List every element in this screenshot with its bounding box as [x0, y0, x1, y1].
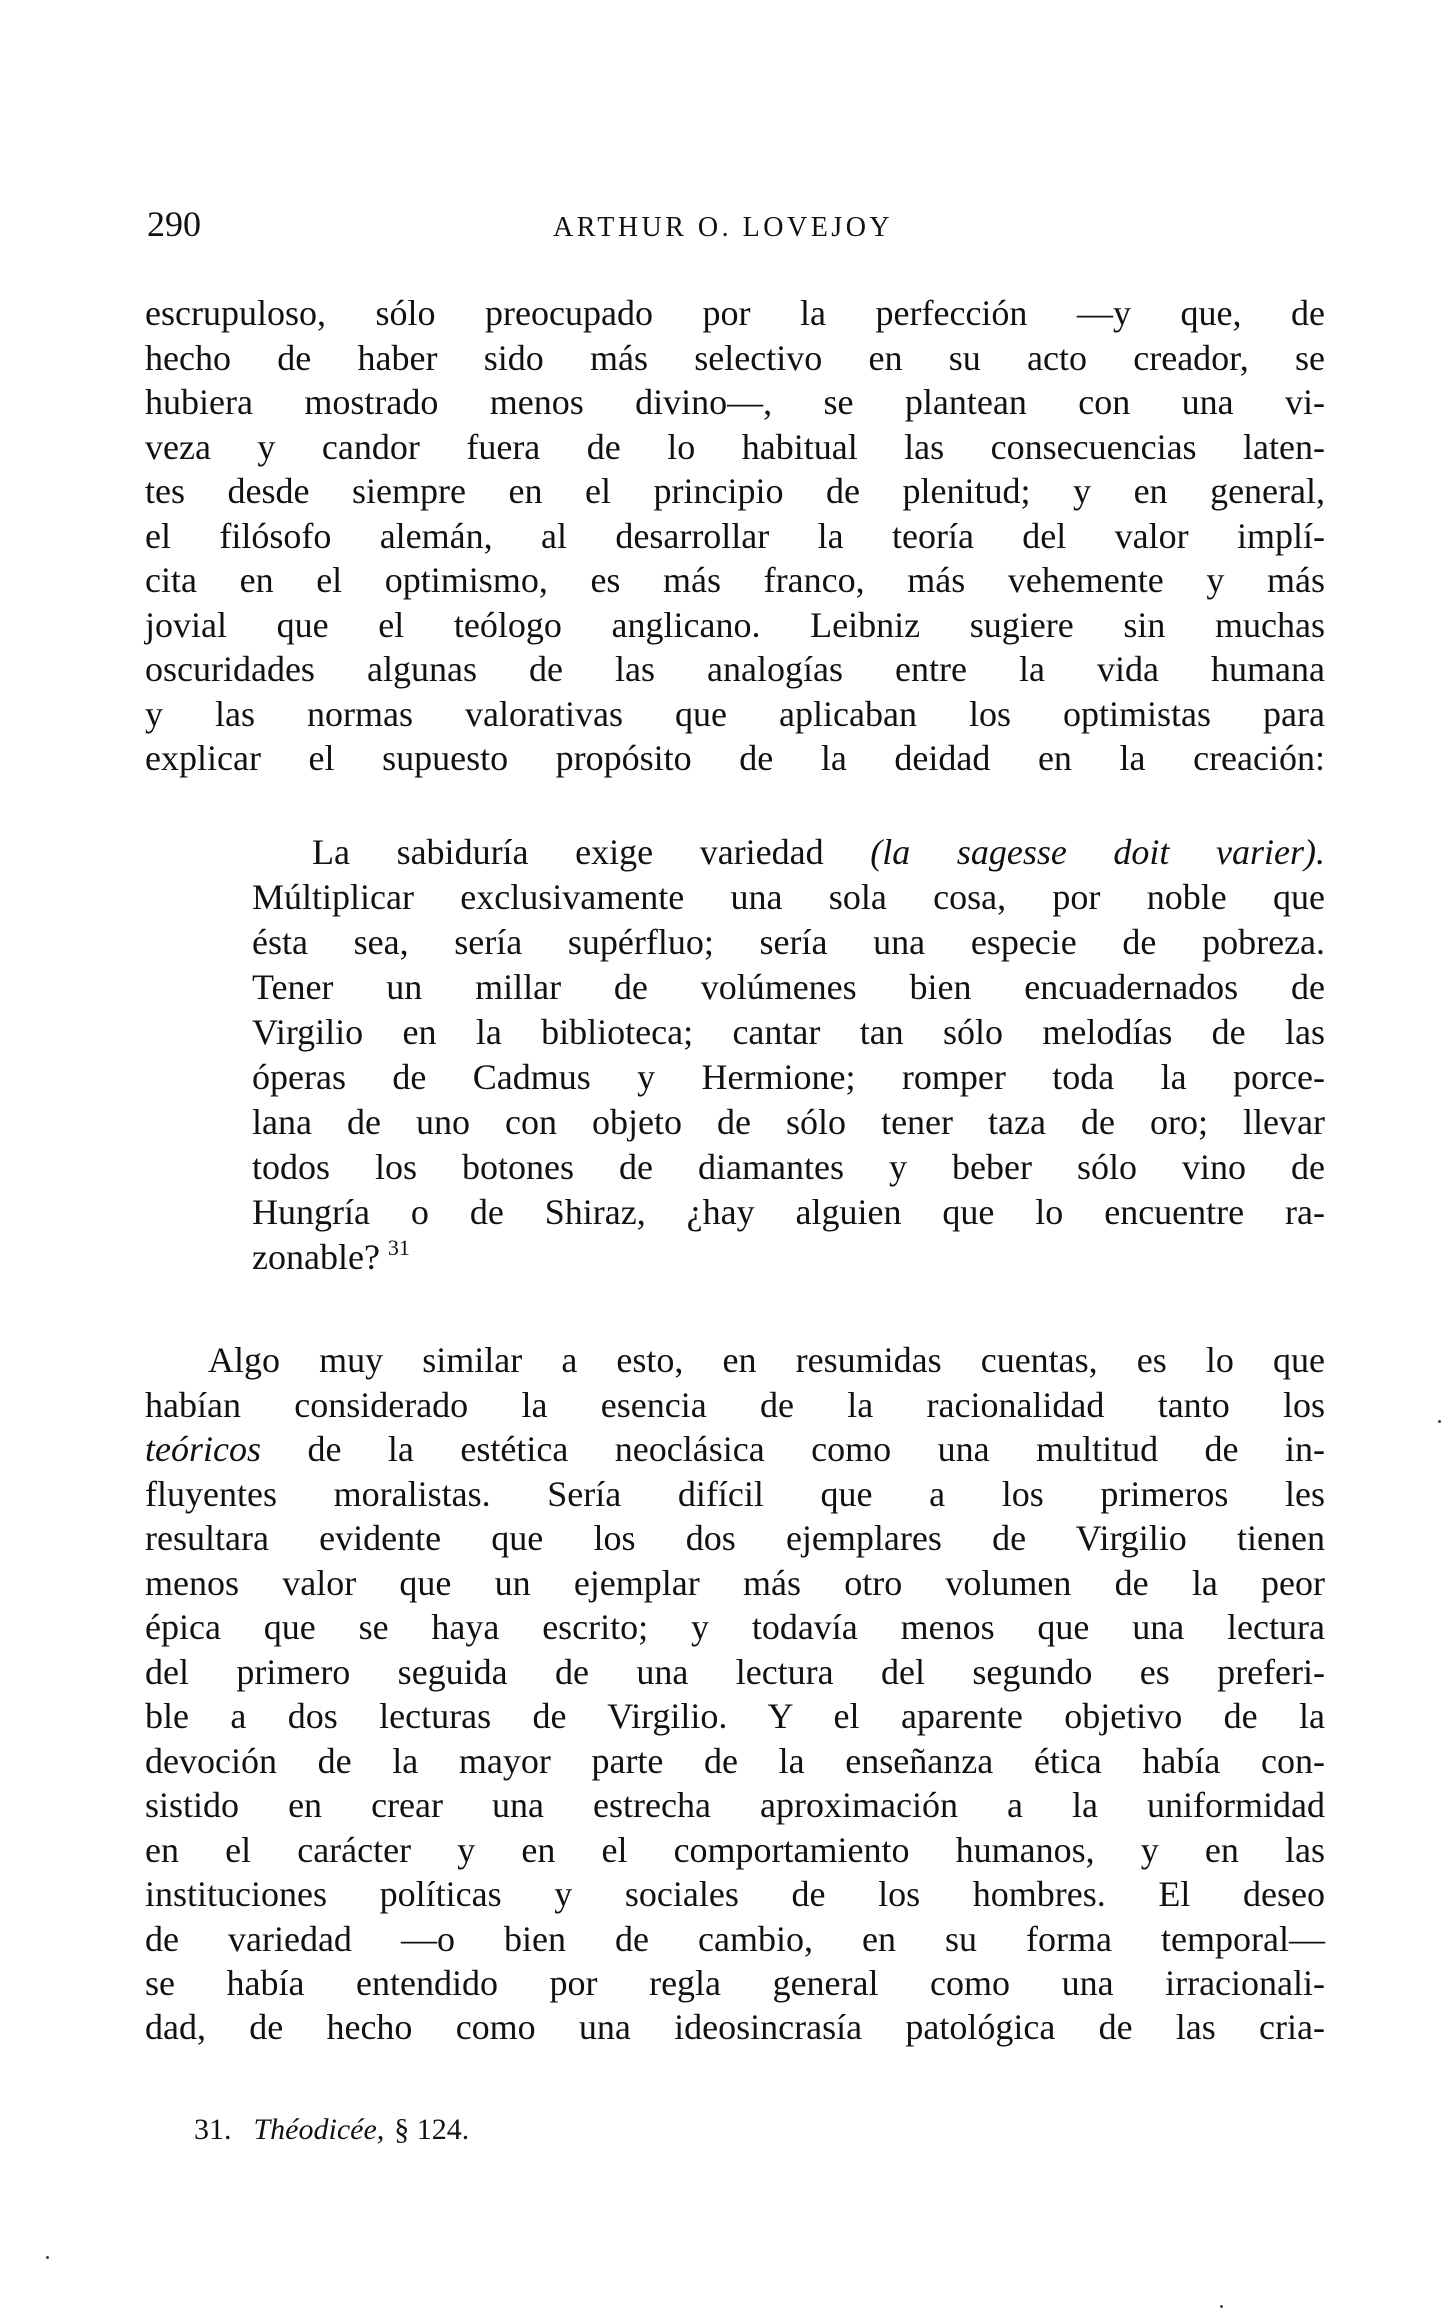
paragraph1-line [145, 736, 1325, 781]
paragraph1-line [145, 692, 1325, 737]
line-text: hecho de haber sido más selectivo en su acto creador, se [145, 337, 1325, 378]
quote-line [252, 1010, 1325, 1055]
print-speck [1438, 1420, 1441, 1423]
italic-text: (la sagesse doit varier). [870, 832, 1325, 873]
paragraph1-line [145, 380, 1325, 425]
print-speck [1220, 2305, 1223, 2308]
line-text: cita en el optimismo, es más franco, más vehemente y más [145, 560, 1325, 601]
paragraph2-line [145, 1917, 1325, 1962]
paragraph1-line [145, 425, 1325, 470]
footnote-marker: 31 [387, 1235, 410, 1261]
line-text: de variedad —o bien de cambio, en su forma temporal— [145, 1918, 1325, 1959]
line-text: de la estética neoclásica como una multitud de in- [260, 1429, 1325, 1470]
line-text: ble a dos lecturas de Virgilio. Y el aparente objetivo de la [145, 1696, 1325, 1737]
paragraph1-line [145, 514, 1325, 559]
paragraph2-line [145, 1516, 1325, 1561]
line-text: hubiera mostrado menos divino—, se plantean con una vi- [145, 382, 1325, 423]
footnote-number: 31. [194, 2113, 232, 2146]
quote-line [252, 1055, 1325, 1100]
line-text: menos valor que un ejemplar más otro volumen de la peor [145, 1562, 1325, 1603]
line-text: épica que se haya escrito; y todavía menos que una lectura [145, 1607, 1325, 1648]
line-text: explicar el supuesto propósito de la deidad en la creación: [145, 738, 1325, 779]
line-text: Múltiplicar exclusivamente una sola cosa, por noble que [252, 877, 1325, 918]
paragraph1-line [145, 558, 1325, 603]
paragraph2-line [208, 1338, 1325, 1383]
paragraph2-line [145, 1739, 1325, 1784]
quote-line [252, 1190, 1325, 1235]
paragraph1-line [145, 291, 1325, 336]
paragraph2-line [145, 1961, 1325, 2006]
line-text: habían considerado la esencia de la racionalidad tanto los [145, 1384, 1325, 1425]
quote-line [252, 1145, 1325, 1190]
line-text: La sabiduría exige variedad [312, 832, 871, 873]
paragraph2-line [145, 1650, 1325, 1695]
line-text: dad, de hecho como una ideosincrasía patológica de las cria- [145, 2007, 1325, 2048]
quote-line [252, 920, 1325, 965]
paragraph2-line [145, 1383, 1325, 1428]
paragraph2-line [145, 1605, 1325, 1650]
paragraph2-line [145, 1872, 1325, 1917]
paragraph1-line [145, 336, 1325, 381]
paragraph2-line [145, 1472, 1325, 1517]
quote-line [252, 965, 1325, 1010]
line-text: lana de uno con objeto de sólo tener taza de oro; llevar [252, 1102, 1325, 1143]
paragraph2-line [145, 1427, 1325, 1472]
line-text: todos los botones de diamantes y beber sólo vino de [252, 1147, 1325, 1188]
paragraph1-line [145, 603, 1325, 648]
footnote-title: Théodicée, [253, 2113, 385, 2146]
paragraph2-line [145, 2005, 1325, 2050]
paragraph2-line [145, 1694, 1325, 1739]
quote-line [252, 1235, 1325, 1280]
line-text: Hungría o de Shiraz, ¿hay alguien que lo encuentre ra- [252, 1192, 1325, 1233]
line-text: instituciones políticas y sociales de los hombres. El deseo [145, 1874, 1325, 1915]
line-text: oscuridades algunas de las analogías entre la vida humana [145, 649, 1325, 690]
line-text: zonable? [252, 1237, 380, 1278]
line-text: Algo muy similar a esto, en resumidas cuentas, es lo que [208, 1340, 1325, 1381]
line-text: escrupuloso, sólo preocupado por la perfección —y que, de [145, 293, 1325, 334]
line-text: Tener un millar de volúmenes bien encuadernados de [252, 967, 1325, 1008]
line-text: tes desde siempre en el principio de plenitud; y en general, [145, 471, 1325, 512]
line-text: sistido en crear una estrecha aproximación a la uniformidad [145, 1785, 1325, 1826]
footnote [194, 2107, 469, 2152]
quote-line [252, 1100, 1325, 1145]
line-text: en el carácter y en el comportamiento humanos, y en las [145, 1829, 1325, 1870]
paragraph2-line [145, 1561, 1325, 1606]
line-text: ésta sea, sería supérfluo; sería una especie de pobreza. [252, 922, 1325, 963]
quote-line [312, 830, 1325, 875]
line-text: se había entendido por regla general como una irracionali- [145, 1962, 1325, 2003]
line-text: veza y candor fuera de lo habitual las consecuencias laten- [145, 426, 1325, 467]
running-head: ARTHUR O. LOVEJOY [553, 212, 894, 243]
line-text: fluyentes moralistas. Sería difícil que a los primeros les [145, 1473, 1325, 1514]
footnote-reference: § 124. [394, 2113, 470, 2146]
line-text: Virgilio en la biblioteca; cantar tan sólo melodías de las [252, 1012, 1325, 1053]
print-speck [46, 2256, 49, 2259]
paragraph2-line [145, 1783, 1325, 1828]
paragraph1-line [145, 469, 1325, 514]
paragraph1-line [145, 647, 1325, 692]
line-text: devoción de la mayor parte de la enseñanza ética había con- [145, 1740, 1325, 1781]
line-text: del primero seguida de una lectura del segundo es preferi- [145, 1651, 1325, 1692]
quote-line [252, 875, 1325, 920]
italic-text: teóricos [145, 1429, 261, 1470]
line-text: óperas de Cadmus y Hermione; romper toda la porce- [252, 1057, 1325, 1098]
line-text: resultara evidente que los dos ejemplares de Virgilio tienen [145, 1518, 1325, 1559]
line-text: el filósofo alemán, al desarrollar la teoría del valor implí- [145, 515, 1325, 556]
page-number: 290 [147, 204, 201, 244]
line-text: jovial que el teólogo anglicano. Leibniz sugiere sin muchas [145, 604, 1325, 645]
line-text: y las normas valorativas que aplicaban los optimistas para [145, 693, 1325, 734]
paragraph2-line [145, 1828, 1325, 1873]
